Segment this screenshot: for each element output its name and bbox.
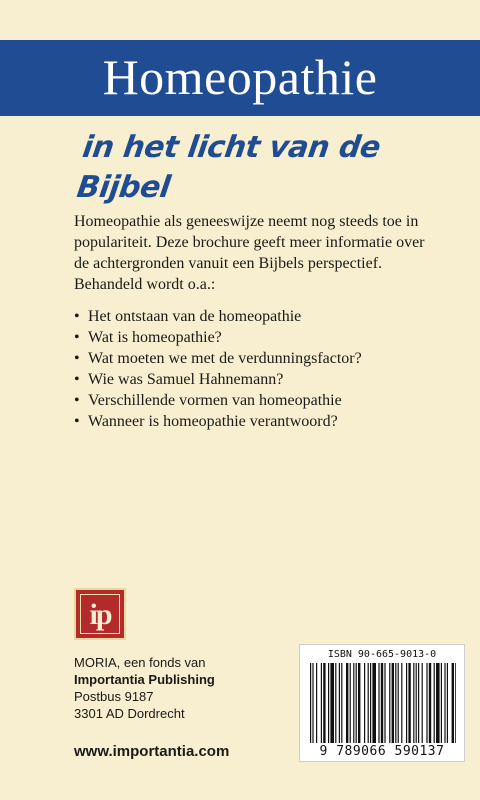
bullet-icon: • [74,329,80,346]
barcode-icon [310,663,456,743]
list-item-text: Wanneer is homeopathie verantwoord? [88,413,338,430]
list-item [74,369,454,390]
barcode-number: 9 789066 590137 [319,744,445,759]
logo-text: ip [80,594,120,634]
list-item [74,390,454,411]
isbn-label: ISBN 90-665-9013-0 [327,649,437,660]
list-item-text: Verschillende vormen van homeopathie [88,392,342,409]
publisher-line: Postbus 9187 [74,689,154,704]
website-link[interactable]: www.importantia.com [74,743,230,760]
list-item [74,411,454,432]
bullet-icon: • [74,350,80,367]
publisher-name: Importantia Publishing [74,672,215,687]
book-subtitle: in het licht van de Bijbel [74,130,383,205]
list-item [74,348,454,369]
publisher-logo-icon [74,588,126,640]
list-item [74,327,454,348]
publisher-line: 3301 AD Dordrecht [74,706,185,721]
list-item-text: Wat moeten we met de verdunningsfactor? [88,350,362,367]
bullet-icon: • [74,392,80,409]
list-item-text: Wie was Samuel Hahnemann? [88,371,284,388]
bullet-icon: • [74,308,80,325]
list-item-text: Wat is homeopathie? [88,329,222,346]
topic-list [74,306,454,432]
intro-paragraph: Homeopathie als geneeswijze neemt nog steeds toe in populariteit. Deze brochure geeft meer informatie over de achtergronden vanuit een Bijbels perspectief. Behandeld wordt o.a.: [74,213,425,293]
barcode-box [299,644,465,762]
publisher-address [74,654,294,722]
book-title: Homeopathie [102,49,378,105]
bullet-icon: • [74,413,80,430]
list-item-text: Het ontstaan van de homeopathie [88,308,302,325]
list-item [74,306,454,327]
bullet-icon: • [74,371,80,388]
publisher-line: MORIA, een fonds van [74,655,206,670]
